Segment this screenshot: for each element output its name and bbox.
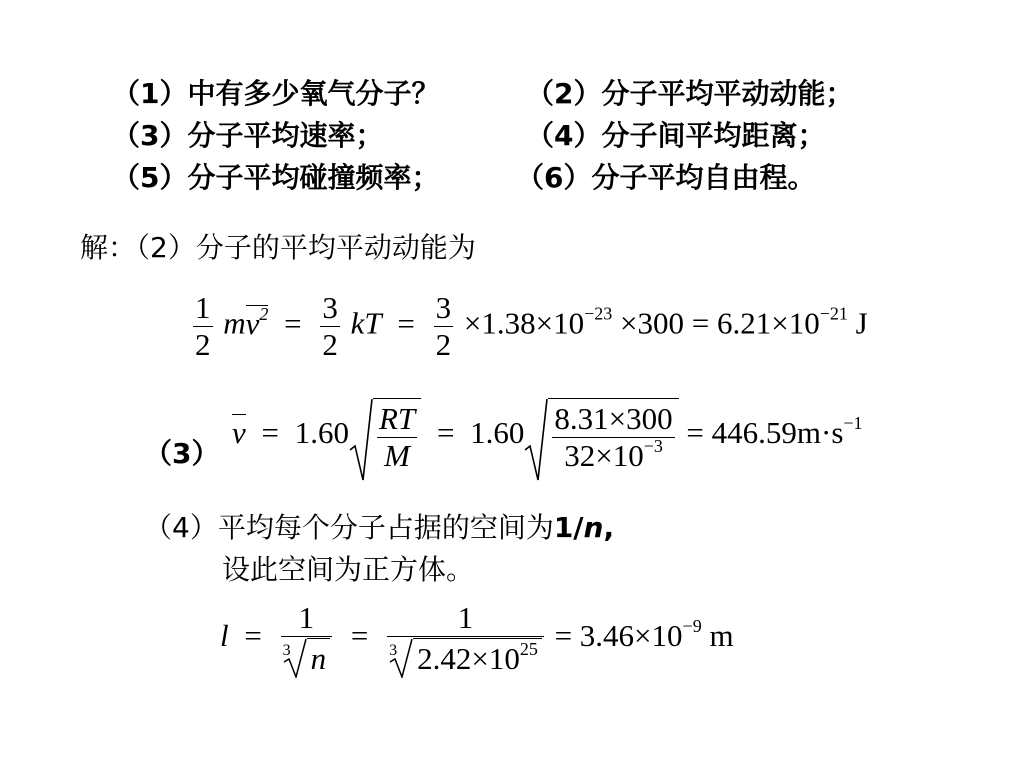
equation-kinetic-energy: $\frac{1}{2}$ $mv^2$ = $\frac{3}{2}$ kT = $\frac{3}{2}$ $\times 1.38\times 10^{-23} \times 300 = 6.21\times 10^{-21}$ J <box>195 290 868 362</box>
v-squared-mean: $v^2$ <box>245 303 269 341</box>
step-4-line-1: （4）平均每个分子占据的空间为1/n, <box>144 511 615 544</box>
equation-mean-distance: l = 1 3 n = 1 3 $2.42\times 10^{25}$ = $3.46\times 10^{-9}$ m <box>220 600 734 677</box>
fraction-one-over-cuberoot-value: 1 3 $2.42\times 10^{25}$ <box>387 600 544 677</box>
sqrt-rt-over-m: $\frac{RT}{M}$ <box>349 398 421 474</box>
question-2: （2）分子平均平动动能； <box>526 77 854 110</box>
question-6: （6）分子平均自由程。 <box>516 161 816 194</box>
question-5: （5）分子平均碰撞频率； <box>112 161 440 194</box>
solution-title: 解：（2）分子的平均平动动能为 <box>80 231 476 264</box>
fraction-three-halves: $\frac{3}{2}$ <box>322 290 338 362</box>
equation-mean-speed: v = 1.60 $\frac{RT}{M}$ = 1.60 $\frac{8.31\times 300}{32\times 10^{-3}}$ = $446.59m\cdot s^{-1}$ <box>232 398 863 474</box>
fraction-half: $\frac{1}{2}$ <box>195 290 211 362</box>
sqrt-numeric: $\frac{8.31\times 300}{32\times 10^{-3}}$ <box>524 398 678 474</box>
fraction-three-halves-2: $\frac{3}{2}$ <box>435 290 452 362</box>
question-4: （4）分子间平均距离； <box>526 119 826 152</box>
question-3: （3）分子平均速率； <box>112 119 384 152</box>
question-1: （1）中有多少氧气分子？ <box>112 77 440 110</box>
fraction-one-over-cuberoot-n: 1 3 n <box>281 600 333 677</box>
step-4-line-2: 设此空间为正方体。 <box>222 553 475 586</box>
equation-3-label: （3） <box>144 437 220 470</box>
